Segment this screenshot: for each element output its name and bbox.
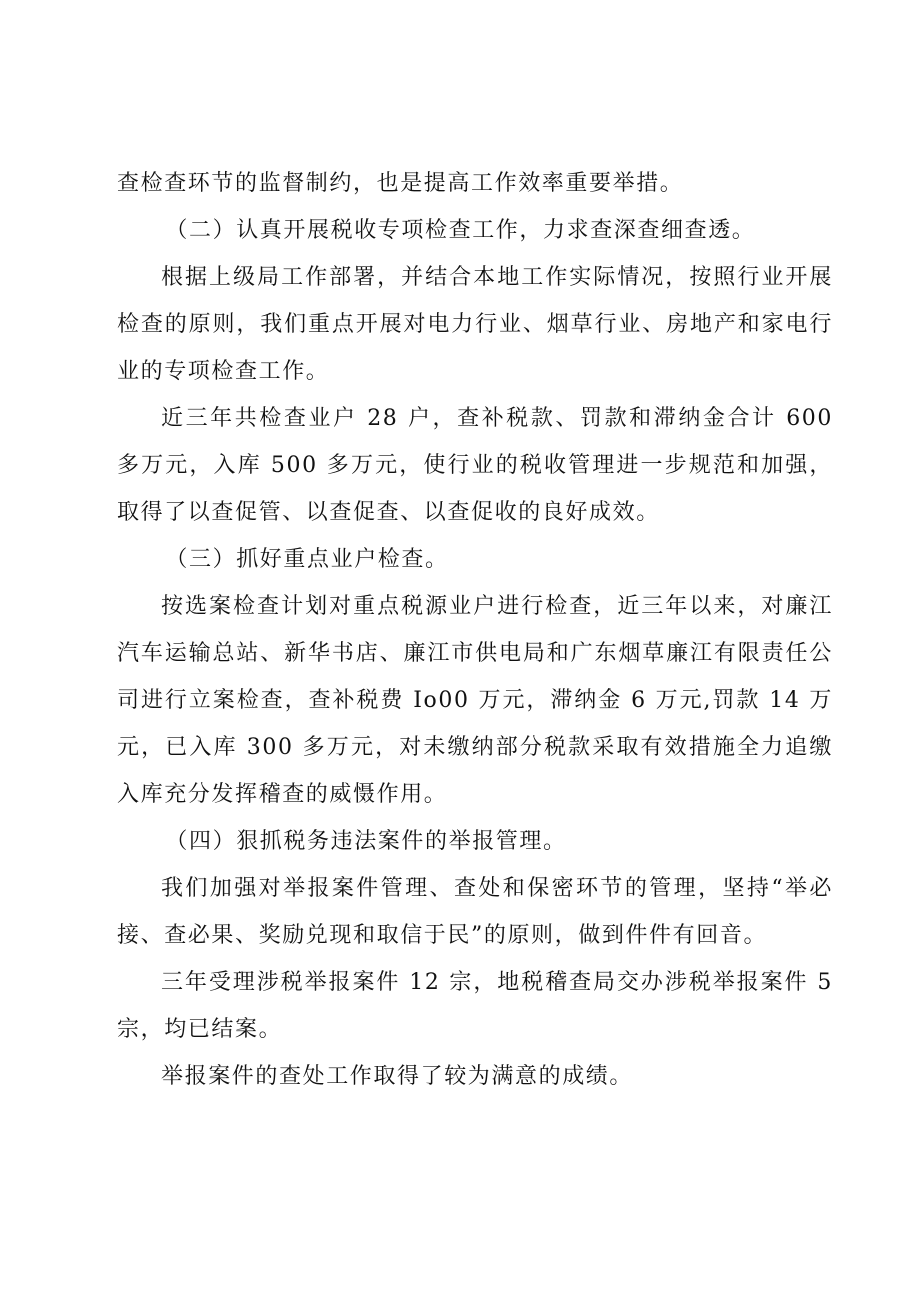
section-heading-2: （二）认真开展税收专项检查工作，力求查深查细查透。 [165,218,756,243]
paragraph-industry-inspection: 根据上级局工作部署，并结合本地工作实际情况，按照行业开展检查的原则，我们重点开展对电力行业、烟草行业、房地产和家电行业的专项检查工作。 [117,265,833,384]
paragraph-report-management: 我们加强对举报案件管理、查处和保密环节的管理，坚持“举必接、查必果、奖励兑现和取信于民”的原则，做到件件有回音。 [117,876,833,948]
section-heading-4: （四）狠抓税务违法案件的举报管理。 [165,829,567,854]
document-body [117,160,833,1100]
paragraph-report-cases: 三年受理涉税举报案件 12 宗，地税稽查局交办涉税举报案件 5 宗，均已结案。 [117,970,833,1042]
paragraph-continuation: 查检查环节的监督制约，也是提高工作效率重要举措。 [117,171,684,196]
section-heading-3: （三）抓好重点业户检查。 [165,547,449,572]
paragraph-inspection-results: 近三年共检查业户 28 户，查补税款、罚款和滞纳金合计 600 多万元，入库 500 多万元，使行业的税收管理进一步规范和加强，取得了以查促管、以查促查、以查促收的良好成效。 [117,406,833,525]
paragraph-key-taxpayers: 按选案检查计划对重点税源业户进行检查，近三年以来，对廉江汽车运输总站、新华书店、廉江市供电局和广东烟草廉江有限责任公司进行立案检查，查补税费 Io00 万元，滞纳金 6 万元,罚款 14 万元，已入库 300 多万元，对未缴纳部分税款采取有效措施全力追缴入库充分发挥稽查的威慑作用。 [117,594,833,807]
paragraph-conclusion: 举报案件的查处工作取得了较为满意的成绩。 [161,1064,634,1089]
